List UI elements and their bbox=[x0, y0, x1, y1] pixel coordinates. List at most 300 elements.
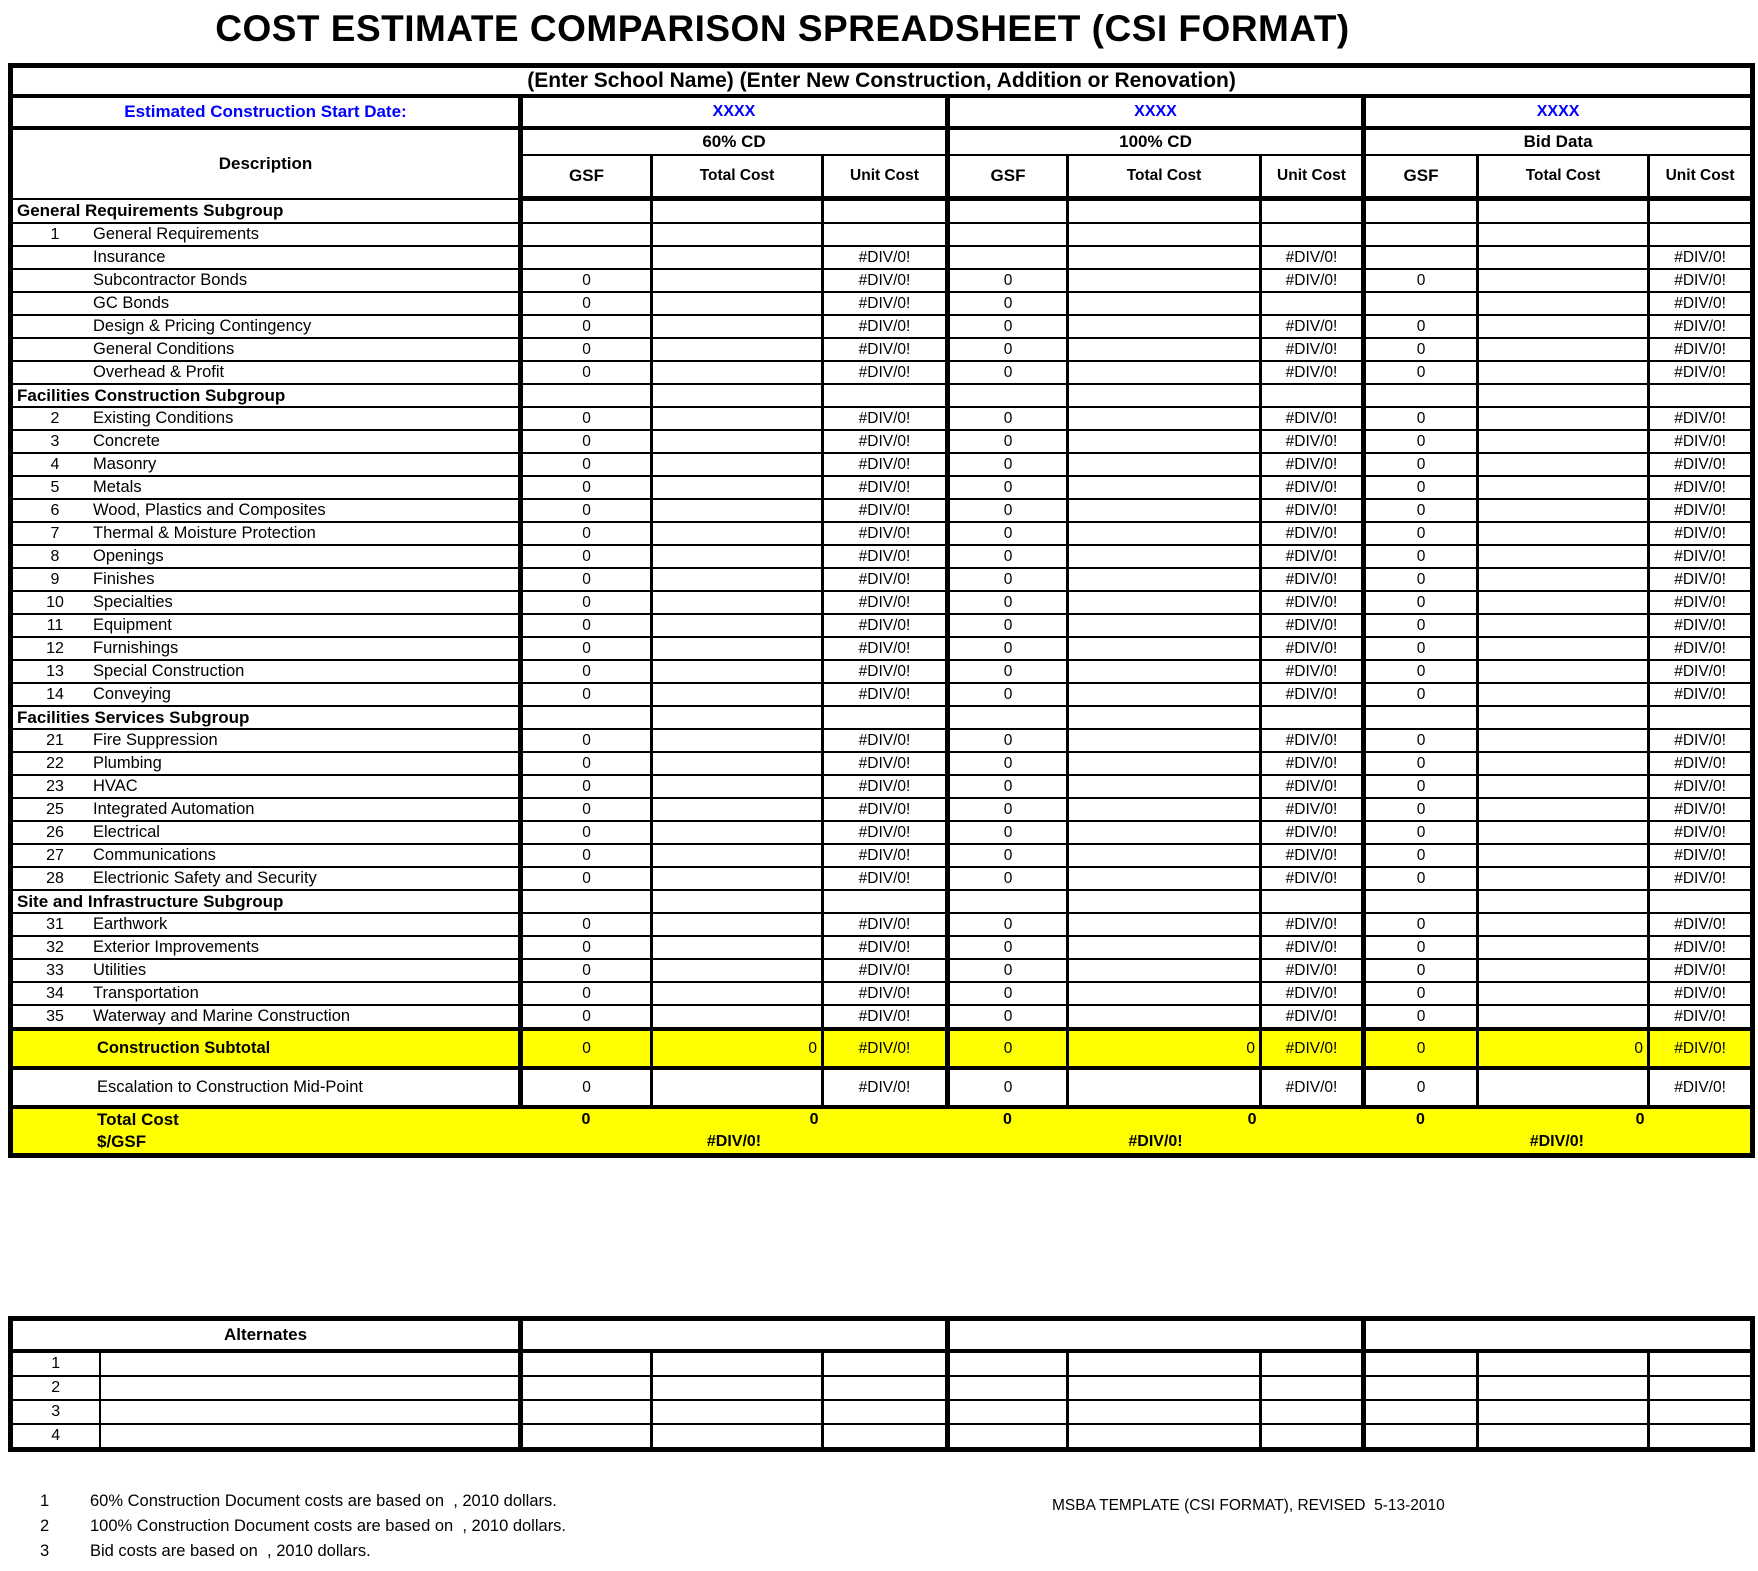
row-label: Conveying bbox=[93, 685, 171, 703]
value-cell-total-cost bbox=[652, 223, 823, 246]
value-cell-unit-cost: #DIV/0! bbox=[1261, 453, 1364, 476]
value-cell-unit-cost bbox=[1649, 384, 1753, 407]
alternate-row bbox=[11, 1351, 1753, 1376]
value-cell-gsf: 0 bbox=[1364, 729, 1478, 752]
value-cell-total-cost bbox=[1068, 660, 1261, 683]
value-cell-total-cost bbox=[652, 591, 823, 614]
value-cell-unit-cost bbox=[823, 223, 948, 246]
value-cell-gsf: 0 bbox=[948, 867, 1068, 890]
value-cell-gsf bbox=[521, 223, 652, 246]
value-cell-total-cost bbox=[1068, 775, 1261, 798]
value-cell-unit-cost: #DIV/0! bbox=[1649, 430, 1753, 453]
value-cell-total-cost bbox=[1068, 522, 1261, 545]
total-gsf-cell: 0 bbox=[1364, 1107, 1478, 1131]
row-number: 23 bbox=[46, 778, 64, 795]
value-cell-total-cost bbox=[652, 890, 823, 913]
value-cell-gsf: 0 bbox=[948, 568, 1068, 591]
value-cell-gsf: 0 bbox=[1364, 568, 1478, 591]
footnote-text: 100% Construction Document costs are based on , 2010 dollars. bbox=[90, 1517, 567, 1535]
value-cell-gsf: 0 bbox=[948, 591, 1068, 614]
row-number: 9 bbox=[50, 571, 60, 588]
value-cell-unit-cost: #DIV/0! bbox=[1649, 269, 1753, 292]
value-cell-total-cost bbox=[1068, 315, 1261, 338]
value-cell-unit-cost: #DIV/0! bbox=[1649, 913, 1753, 936]
value-cell-total-cost bbox=[652, 315, 823, 338]
value-cell-unit-cost bbox=[1261, 223, 1364, 246]
value-cell-gsf: 0 bbox=[521, 844, 652, 867]
value-cell-gsf: 0 bbox=[1364, 545, 1478, 568]
value-cell-gsf bbox=[521, 199, 652, 224]
value-cell-gsf: 0 bbox=[1364, 959, 1478, 982]
alternate-value-cell bbox=[521, 1424, 652, 1450]
value-cell-gsf: 0 bbox=[1364, 798, 1478, 821]
value-cell-gsf: 0 bbox=[948, 982, 1068, 1005]
row-label: Specialties bbox=[93, 593, 173, 611]
row-label: Integrated Automation bbox=[93, 800, 255, 818]
value-cell-total-cost bbox=[1478, 568, 1649, 591]
value-cell-gsf: 0 bbox=[948, 1005, 1068, 1029]
row-description-cell bbox=[11, 361, 521, 384]
value-cell-total-cost bbox=[1478, 384, 1649, 407]
value-cell-gsf: 0 bbox=[1364, 476, 1478, 499]
alternate-value-cell bbox=[948, 1351, 1068, 1376]
alternates-header-spacer bbox=[521, 1319, 948, 1352]
value-cell-unit-cost: #DIV/0! bbox=[823, 936, 948, 959]
value-cell-unit-cost bbox=[823, 706, 948, 729]
value-cell-unit-cost: #DIV/0! bbox=[823, 591, 948, 614]
value-cell-unit-cost bbox=[1649, 706, 1753, 729]
value-cell-total-cost bbox=[1068, 752, 1261, 775]
value-cell-gsf: 0 bbox=[521, 407, 652, 430]
value-cell-gsf bbox=[521, 706, 652, 729]
value-cell-gsf: 0 bbox=[521, 729, 652, 752]
value-cell-gsf: 0 bbox=[521, 821, 652, 844]
date-value-100cd: XXXX bbox=[948, 96, 1364, 128]
value-cell-total-cost bbox=[652, 430, 823, 453]
value-cell-total-cost bbox=[1068, 545, 1261, 568]
row-label: Facilities Construction Subgroup bbox=[17, 385, 286, 405]
value-cell-unit-cost: #DIV/0! bbox=[823, 959, 948, 982]
alternate-number-cell: 3 bbox=[11, 1400, 100, 1424]
footnote bbox=[40, 1542, 566, 1567]
value-cell-unit-cost: #DIV/0! bbox=[1261, 269, 1364, 292]
value-cell-total-cost bbox=[1068, 430, 1261, 453]
value-cell-gsf: 0 bbox=[948, 545, 1068, 568]
row-label: Subcontractor Bonds bbox=[93, 271, 248, 289]
column-header-total-cost: Total Cost bbox=[1068, 155, 1261, 199]
value-cell-unit-cost: #DIV/0! bbox=[1649, 407, 1753, 430]
alternate-value-cell bbox=[1478, 1351, 1649, 1376]
value-cell-total-cost bbox=[1478, 545, 1649, 568]
alternate-value-cell bbox=[1478, 1376, 1649, 1400]
value-cell-gsf: 0 bbox=[521, 499, 652, 522]
value-cell-gsf bbox=[948, 384, 1068, 407]
value-cell-unit-cost: #DIV/0! bbox=[1649, 545, 1753, 568]
row-label: Existing Conditions bbox=[93, 409, 234, 427]
escalation-cell bbox=[652, 1068, 823, 1107]
value-cell-total-cost bbox=[652, 407, 823, 430]
row-number: 32 bbox=[46, 939, 64, 956]
footnote-text: 60% Construction Document costs are based on , 2010 dollars. bbox=[90, 1492, 557, 1510]
value-cell-gsf: 0 bbox=[521, 292, 652, 315]
value-cell-total-cost bbox=[1068, 476, 1261, 499]
value-cell-unit-cost: #DIV/0! bbox=[823, 775, 948, 798]
value-cell-total-cost bbox=[1068, 729, 1261, 752]
row-description-cell bbox=[11, 522, 521, 545]
value-cell-total-cost bbox=[1068, 568, 1261, 591]
value-cell-total-cost bbox=[1478, 199, 1649, 224]
value-cell-unit-cost: #DIV/0! bbox=[1261, 614, 1364, 637]
row-description-cell bbox=[11, 545, 521, 568]
value-cell-unit-cost: #DIV/0! bbox=[1649, 476, 1753, 499]
per-gsf-value: #DIV/0! bbox=[948, 1131, 1364, 1156]
main-table-body bbox=[11, 199, 1753, 1030]
cost-estimate-table bbox=[8, 63, 1755, 1158]
value-cell-total-cost bbox=[652, 936, 823, 959]
value-cell-unit-cost bbox=[1649, 223, 1753, 246]
value-cell-gsf: 0 bbox=[948, 292, 1068, 315]
value-cell-unit-cost: #DIV/0! bbox=[1649, 453, 1753, 476]
value-cell-gsf: 0 bbox=[948, 476, 1068, 499]
group-header-bid-data: Bid Data bbox=[1364, 128, 1753, 155]
alternate-value-cell bbox=[1649, 1424, 1753, 1450]
value-cell-gsf: 0 bbox=[948, 798, 1068, 821]
value-cell-gsf: 0 bbox=[521, 683, 652, 706]
value-cell-gsf bbox=[1364, 246, 1478, 269]
value-cell-total-cost bbox=[652, 637, 823, 660]
value-cell-unit-cost: #DIV/0! bbox=[1649, 591, 1753, 614]
alternate-description-cell bbox=[100, 1424, 521, 1450]
footnote bbox=[40, 1492, 566, 1517]
value-cell-total-cost bbox=[652, 775, 823, 798]
column-header-gsf: GSF bbox=[521, 155, 652, 199]
alternate-value-cell bbox=[1649, 1376, 1753, 1400]
value-cell-gsf: 0 bbox=[521, 522, 652, 545]
value-cell-total-cost bbox=[1478, 614, 1649, 637]
row-label: Electrical bbox=[93, 823, 160, 841]
value-cell-total-cost bbox=[652, 338, 823, 361]
total-gsf-cell: 0 bbox=[948, 1107, 1068, 1131]
value-cell-gsf: 0 bbox=[948, 821, 1068, 844]
value-cell-unit-cost: #DIV/0! bbox=[1649, 844, 1753, 867]
value-cell-gsf bbox=[948, 199, 1068, 224]
value-cell-total-cost bbox=[652, 1005, 823, 1029]
value-cell-total-cost bbox=[652, 614, 823, 637]
row-number: 11 bbox=[46, 617, 64, 634]
row-description-cell bbox=[11, 683, 521, 706]
row-description-cell bbox=[11, 499, 521, 522]
footnote-text: Bid costs are based on , 2010 dollars. bbox=[90, 1542, 371, 1560]
value-cell-total-cost bbox=[1478, 752, 1649, 775]
subtotal-cell: 0 bbox=[1364, 1029, 1478, 1068]
value-cell-gsf: 0 bbox=[1364, 269, 1478, 292]
date-value-bid: XXXX bbox=[1364, 96, 1753, 128]
value-cell-gsf bbox=[521, 384, 652, 407]
value-cell-total-cost bbox=[1068, 867, 1261, 890]
value-cell-unit-cost: #DIV/0! bbox=[1261, 568, 1364, 591]
value-cell-total-cost bbox=[1478, 982, 1649, 1005]
value-cell-unit-cost: #DIV/0! bbox=[1649, 292, 1753, 315]
value-cell-gsf: 0 bbox=[1364, 430, 1478, 453]
value-cell-unit-cost: #DIV/0! bbox=[823, 453, 948, 476]
value-cell-total-cost bbox=[1068, 936, 1261, 959]
row-description-cell bbox=[11, 591, 521, 614]
value-cell-total-cost bbox=[1478, 729, 1649, 752]
value-cell-gsf: 0 bbox=[948, 637, 1068, 660]
value-cell-unit-cost: #DIV/0! bbox=[1649, 867, 1753, 890]
alternate-value-cell bbox=[948, 1424, 1068, 1450]
value-cell-unit-cost: #DIV/0! bbox=[823, 292, 948, 315]
row-number: 13 bbox=[46, 663, 64, 680]
alternate-value-cell bbox=[1649, 1351, 1753, 1376]
value-cell-unit-cost: #DIV/0! bbox=[823, 752, 948, 775]
value-cell-gsf: 0 bbox=[1364, 913, 1478, 936]
value-cell-gsf: 0 bbox=[1364, 982, 1478, 1005]
value-cell-total-cost bbox=[1478, 338, 1649, 361]
value-cell-unit-cost: #DIV/0! bbox=[1649, 729, 1753, 752]
value-cell-unit-cost bbox=[823, 384, 948, 407]
value-cell-unit-cost: #DIV/0! bbox=[1261, 821, 1364, 844]
value-cell-total-cost bbox=[1068, 292, 1261, 315]
value-cell-gsf bbox=[1364, 292, 1478, 315]
per-gsf-value: #DIV/0! bbox=[1364, 1131, 1753, 1156]
value-cell-total-cost bbox=[1478, 1005, 1649, 1029]
value-cell-gsf bbox=[948, 706, 1068, 729]
value-cell-unit-cost: #DIV/0! bbox=[1649, 499, 1753, 522]
value-cell-gsf: 0 bbox=[521, 315, 652, 338]
footnote-number: 3 bbox=[40, 1542, 50, 1560]
value-cell-total-cost bbox=[1478, 430, 1649, 453]
table-row bbox=[11, 591, 1753, 614]
value-cell-unit-cost: #DIV/0! bbox=[823, 361, 948, 384]
subgroup-row bbox=[11, 706, 1753, 729]
row-label: Electrionic Safety and Security bbox=[93, 869, 317, 887]
value-cell-gsf: 0 bbox=[1364, 660, 1478, 683]
row-description-cell bbox=[11, 729, 521, 752]
row-description-cell bbox=[11, 890, 521, 913]
value-cell-unit-cost: #DIV/0! bbox=[1261, 1005, 1364, 1029]
alternates-header-spacer bbox=[1364, 1319, 1753, 1352]
value-cell-gsf: 0 bbox=[521, 913, 652, 936]
row-number: 34 bbox=[46, 985, 64, 1002]
value-cell-gsf: 0 bbox=[948, 338, 1068, 361]
value-cell-total-cost bbox=[652, 660, 823, 683]
value-cell-unit-cost: #DIV/0! bbox=[1649, 821, 1753, 844]
row-label: Design & Pricing Contingency bbox=[93, 317, 312, 335]
table-row bbox=[11, 476, 1753, 499]
description-column-header: Description bbox=[11, 128, 521, 199]
column-header-gsf: GSF bbox=[1364, 155, 1478, 199]
row-label: Overhead & Profit bbox=[93, 363, 225, 381]
alternate-value-cell bbox=[521, 1376, 652, 1400]
row-label: Equipment bbox=[93, 616, 172, 634]
value-cell-total-cost bbox=[1478, 407, 1649, 430]
value-cell-total-cost bbox=[652, 453, 823, 476]
value-cell-gsf: 0 bbox=[948, 407, 1068, 430]
row-number: 10 bbox=[46, 594, 64, 611]
total-cost-label: Total Cost bbox=[97, 1110, 179, 1129]
row-description-cell bbox=[11, 223, 521, 246]
table-row bbox=[11, 292, 1753, 315]
value-cell-unit-cost: #DIV/0! bbox=[1261, 545, 1364, 568]
subtotal-cell: 0 bbox=[652, 1029, 823, 1068]
value-cell-unit-cost: #DIV/0! bbox=[1261, 798, 1364, 821]
value-cell-unit-cost: #DIV/0! bbox=[823, 476, 948, 499]
row-number: 7 bbox=[50, 525, 60, 542]
value-cell-unit-cost: #DIV/0! bbox=[1261, 729, 1364, 752]
value-cell-total-cost bbox=[652, 361, 823, 384]
value-cell-gsf: 0 bbox=[948, 683, 1068, 706]
value-cell-gsf: 0 bbox=[521, 430, 652, 453]
value-cell-unit-cost: #DIV/0! bbox=[823, 545, 948, 568]
value-cell-unit-cost: #DIV/0! bbox=[1649, 982, 1753, 1005]
value-cell-gsf: 0 bbox=[521, 361, 652, 384]
subtotal-label-cell bbox=[11, 1029, 521, 1068]
value-cell-unit-cost bbox=[823, 890, 948, 913]
row-label: Furnishings bbox=[93, 639, 179, 657]
value-cell-unit-cost: #DIV/0! bbox=[1261, 936, 1364, 959]
row-label: General Requirements bbox=[93, 225, 259, 243]
value-cell-total-cost bbox=[1478, 683, 1649, 706]
row-number: 2 bbox=[50, 410, 60, 427]
value-cell-total-cost bbox=[1478, 453, 1649, 476]
value-cell-gsf: 0 bbox=[521, 752, 652, 775]
row-number: 1 bbox=[50, 226, 60, 243]
row-description-cell bbox=[11, 913, 521, 936]
row-label: Fire Suppression bbox=[93, 731, 218, 749]
total-cost-cell: 0 bbox=[1478, 1107, 1649, 1131]
alternate-value-cell bbox=[1068, 1376, 1261, 1400]
value-cell-total-cost bbox=[652, 292, 823, 315]
value-cell-unit-cost: #DIV/0! bbox=[1261, 867, 1364, 890]
value-cell-total-cost bbox=[652, 821, 823, 844]
row-description-cell bbox=[11, 844, 521, 867]
value-cell-total-cost bbox=[1478, 269, 1649, 292]
escalation-cell bbox=[1068, 1068, 1261, 1107]
row-description-cell bbox=[11, 384, 521, 407]
value-cell-total-cost bbox=[652, 752, 823, 775]
value-cell-unit-cost: #DIV/0! bbox=[1649, 522, 1753, 545]
value-cell-gsf: 0 bbox=[521, 453, 652, 476]
alternate-value-cell bbox=[1364, 1400, 1478, 1424]
value-cell-unit-cost: #DIV/0! bbox=[823, 269, 948, 292]
row-number: 14 bbox=[46, 686, 64, 703]
alternate-value-cell bbox=[1068, 1424, 1261, 1450]
value-cell-unit-cost: #DIV/0! bbox=[1261, 522, 1364, 545]
column-header-unit-cost: Unit Cost bbox=[1649, 155, 1753, 199]
escalation-cell: 0 bbox=[521, 1068, 652, 1107]
value-cell-total-cost bbox=[1478, 798, 1649, 821]
value-cell-total-cost bbox=[1068, 269, 1261, 292]
value-cell-unit-cost: #DIV/0! bbox=[823, 844, 948, 867]
value-cell-gsf: 0 bbox=[948, 269, 1068, 292]
value-cell-unit-cost bbox=[1649, 890, 1753, 913]
value-cell-total-cost bbox=[652, 246, 823, 269]
value-cell-total-cost bbox=[1478, 223, 1649, 246]
row-label: Transportation bbox=[93, 984, 199, 1002]
value-cell-gsf: 0 bbox=[1364, 821, 1478, 844]
row-label: Facilities Services Subgroup bbox=[17, 707, 250, 727]
value-cell-gsf bbox=[1364, 199, 1478, 224]
escalation-cell: #DIV/0! bbox=[1649, 1068, 1753, 1107]
row-number: 4 bbox=[50, 456, 60, 473]
column-header-total-cost: Total Cost bbox=[1478, 155, 1649, 199]
value-cell-total-cost bbox=[652, 384, 823, 407]
value-cell-total-cost bbox=[1068, 821, 1261, 844]
page-title: COST ESTIMATE COMPARISON SPREADSHEET (CSI FORMAT) bbox=[215, 8, 1350, 49]
value-cell-unit-cost: #DIV/0! bbox=[1649, 798, 1753, 821]
alternate-value-cell bbox=[1364, 1376, 1478, 1400]
value-cell-total-cost bbox=[1478, 867, 1649, 890]
footnote bbox=[40, 1517, 566, 1542]
value-cell-unit-cost: #DIV/0! bbox=[1649, 775, 1753, 798]
row-description-cell bbox=[11, 752, 521, 775]
value-cell-gsf: 0 bbox=[948, 315, 1068, 338]
row-label: Exterior Improvements bbox=[93, 938, 259, 956]
alternates-table-body bbox=[11, 1351, 1753, 1450]
row-label: Metals bbox=[93, 478, 142, 496]
alternates-header-spacer bbox=[948, 1319, 1364, 1352]
footnotes bbox=[40, 1492, 566, 1567]
value-cell-unit-cost bbox=[1261, 199, 1364, 224]
value-cell-total-cost bbox=[1478, 637, 1649, 660]
value-cell-gsf bbox=[948, 223, 1068, 246]
value-cell-total-cost bbox=[1068, 982, 1261, 1005]
table-row bbox=[11, 453, 1753, 476]
value-cell-gsf: 0 bbox=[521, 936, 652, 959]
row-description-cell bbox=[11, 292, 521, 315]
construction-subtotal-row bbox=[11, 1029, 1753, 1068]
value-cell-unit-cost: #DIV/0! bbox=[1649, 315, 1753, 338]
alternate-value-cell bbox=[652, 1351, 823, 1376]
row-label: GC Bonds bbox=[93, 294, 170, 312]
value-cell-unit-cost: #DIV/0! bbox=[1649, 936, 1753, 959]
value-cell-gsf: 0 bbox=[948, 660, 1068, 683]
value-cell-gsf: 0 bbox=[948, 522, 1068, 545]
value-cell-total-cost bbox=[1068, 913, 1261, 936]
value-cell-unit-cost: #DIV/0! bbox=[823, 338, 948, 361]
row-description-cell bbox=[11, 338, 521, 361]
row-description-cell bbox=[11, 614, 521, 637]
value-cell-unit-cost: #DIV/0! bbox=[1261, 315, 1364, 338]
subtotal-label: Construction Subtotal bbox=[97, 1039, 271, 1057]
value-cell-total-cost bbox=[1068, 637, 1261, 660]
value-cell-gsf: 0 bbox=[948, 959, 1068, 982]
footnote-number: 2 bbox=[40, 1517, 50, 1535]
value-cell-total-cost bbox=[1068, 890, 1261, 913]
value-cell-unit-cost bbox=[1649, 199, 1753, 224]
value-cell-gsf: 0 bbox=[948, 844, 1068, 867]
value-cell-unit-cost: #DIV/0! bbox=[823, 407, 948, 430]
value-cell-total-cost bbox=[1068, 361, 1261, 384]
row-number: 12 bbox=[46, 640, 64, 657]
alternate-value-cell bbox=[1364, 1351, 1478, 1376]
alternate-value-cell bbox=[1261, 1351, 1364, 1376]
alternate-value-cell bbox=[823, 1424, 948, 1450]
row-description-cell bbox=[11, 246, 521, 269]
value-cell-gsf: 0 bbox=[1364, 407, 1478, 430]
value-cell-unit-cost: #DIV/0! bbox=[1649, 637, 1753, 660]
value-cell-total-cost bbox=[1478, 499, 1649, 522]
value-cell-unit-cost: #DIV/0! bbox=[823, 430, 948, 453]
row-description-cell bbox=[11, 936, 521, 959]
value-cell-unit-cost: #DIV/0! bbox=[1649, 959, 1753, 982]
row-number: 3 bbox=[50, 433, 60, 450]
row-label: General Requirements Subgroup bbox=[17, 200, 284, 220]
table-row bbox=[11, 867, 1753, 890]
title-block bbox=[0, 8, 1565, 50]
value-cell-total-cost bbox=[1478, 522, 1649, 545]
